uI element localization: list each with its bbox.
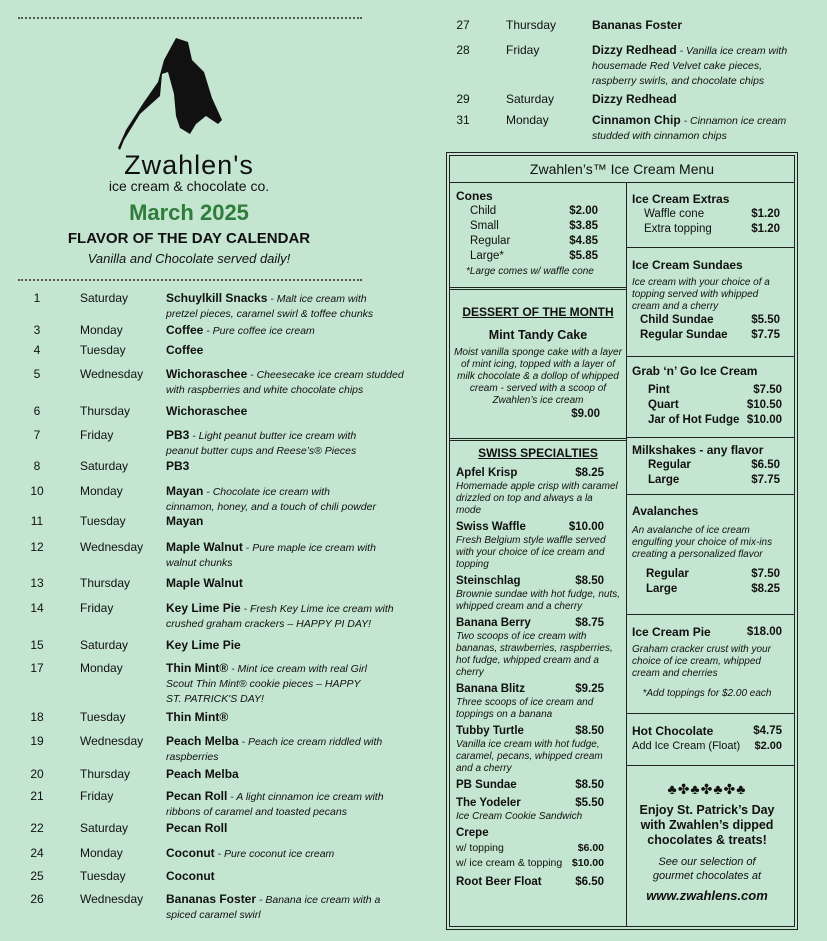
day-flavor: Key Lime Pie: [166, 601, 241, 615]
day-desc: - Peach ice cream riddled with: [238, 736, 383, 748]
day-date: 21: [30, 789, 44, 803]
day-weekday: Wednesday: [80, 734, 144, 748]
dessert-title: DESSERT OF THE MONTH: [462, 305, 614, 319]
item-name: Small: [470, 220, 499, 232]
item-name: Root Beer Float: [456, 876, 542, 888]
sundaes-section: [632, 258, 780, 343]
swiss-item: [456, 616, 620, 679]
day-flavor: Wichoraschee: [166, 404, 248, 418]
day-desc: - Chocolate ice cream with: [203, 486, 330, 498]
day-flavor: Dizzy Redhead: [592, 92, 677, 106]
day-desc: - Malt ice cream with: [267, 293, 367, 305]
item-name: Banana Blitz: [456, 683, 526, 695]
item-desc: Fresh Belgium style waffle served with your choice of ice cream and topping: [456, 535, 606, 570]
day-flavor: Thin Mint®: [166, 661, 229, 675]
day-date: 15: [30, 638, 44, 652]
item-price: $2.00: [569, 205, 598, 217]
hot-chocolate-section: [632, 724, 782, 754]
day-desc: - Pure maple ice cream with: [242, 542, 376, 554]
item-name: Quart: [648, 399, 679, 411]
swiss-item: [456, 778, 620, 793]
item-price: $10.00: [746, 414, 782, 426]
day-weekday: Monday: [80, 323, 123, 337]
item-price: $3.85: [569, 220, 598, 232]
divider: [626, 247, 794, 248]
avalanches-section: [632, 504, 780, 597]
item-name: Pint: [648, 384, 670, 396]
cones-title: Cones: [456, 189, 493, 203]
day-weekday: Tuesday: [80, 869, 126, 883]
day-date: 17: [30, 661, 44, 675]
day-date: 22: [30, 821, 44, 835]
day-date: 25: [30, 869, 44, 883]
day-desc: - Pure coconut ice cream: [214, 848, 335, 860]
item-price: $8.25: [575, 467, 604, 479]
day-date: 6: [33, 404, 41, 418]
item-name: Regular: [646, 568, 689, 580]
day-date: 14: [30, 601, 44, 615]
avalanches-item: [646, 567, 780, 582]
divider-top: [18, 17, 362, 19]
day-desc-line2: walnut chunks: [166, 557, 233, 569]
day-weekday: Wednesday: [80, 892, 144, 906]
item-price: $5.50: [751, 314, 780, 326]
item-name: Large: [646, 583, 678, 595]
divider: [626, 765, 794, 766]
avalanches-desc: An avalanche of ice cream engulfing your choice of mix-ins creating a personalized flavor: [632, 525, 773, 560]
item-name: Tubby Turtle: [456, 725, 524, 737]
calendar-title: FLAVOR OF THE DAY CALENDAR: [67, 230, 311, 247]
day-weekday: Friday: [80, 601, 114, 615]
day-flavor: Maple Walnut: [166, 540, 243, 554]
item-price: $7.50: [751, 568, 780, 580]
dessert-price: $9.00: [571, 408, 600, 420]
day-weekday: Tuesday: [80, 343, 126, 357]
day-desc-line2: Scout Thin Mint® cookie pieces – HAPPY: [166, 678, 361, 690]
day-date: 10: [30, 484, 44, 498]
day-flavor: Peach Melba: [166, 734, 239, 748]
grab-title: Grab ‘n’ Go Ice Cream: [632, 364, 758, 378]
grab-item: [648, 383, 782, 398]
cones-section: [456, 189, 606, 278]
day-weekday: Monday: [506, 113, 549, 127]
day-flavor: Peach Melba: [166, 767, 239, 781]
shakes-title: Milkshakes - any flavor: [632, 443, 764, 457]
day-flavor: Coffee: [166, 343, 204, 357]
day-weekday: Saturday: [80, 291, 129, 305]
crepe-option: w/ ice cream & topping: [456, 857, 563, 869]
day-date: 5: [33, 367, 41, 381]
swiss-item: [456, 520, 620, 571]
cones-item: [470, 249, 606, 264]
day-date: 3: [33, 323, 41, 337]
pie-note: *Add toppings for $2.00 each: [642, 688, 772, 699]
day-date: 29: [456, 92, 470, 106]
day-date: 11: [30, 514, 44, 528]
ice-cream-menu: [446, 152, 798, 930]
crepe-option: w/ topping: [456, 842, 504, 854]
swiss-item: [456, 574, 620, 613]
item-price: $6.50: [575, 876, 604, 888]
calendar-month: March 2025: [129, 200, 249, 225]
pie-title: Ice Cream Pie: [632, 625, 711, 639]
day-date: 27: [456, 18, 470, 32]
item-price: $7.75: [751, 329, 780, 341]
day-desc-line2: crushed graham crackers – HAPPY PI DAY!: [166, 618, 372, 630]
item-price: $7.50: [753, 384, 782, 396]
menu-column-divider: [626, 182, 627, 926]
divider: [626, 494, 794, 495]
item-price: $8.75: [575, 617, 604, 629]
day-flavor: Pecan Roll: [166, 789, 228, 803]
item-price: $8.25: [751, 583, 780, 595]
divider: [450, 287, 626, 290]
item-price: $4.85: [569, 235, 598, 247]
day-date: 13: [30, 576, 44, 590]
item-name: Regular Sundae: [640, 329, 728, 341]
item-name: Regular: [470, 235, 511, 247]
day-flavor: Wichoraschee: [166, 367, 248, 381]
item-name: Banana Berry: [456, 617, 531, 629]
day-weekday: Friday: [506, 43, 540, 57]
item-price: $1.20: [751, 208, 780, 220]
avalanches-item: [646, 582, 780, 597]
sundaes-item: [640, 313, 780, 328]
day-desc: - Cinnamon ice cream: [680, 115, 787, 127]
swiss-item: [456, 796, 620, 823]
item-desc: Ice Cream Cookie Sandwich: [456, 811, 583, 822]
item-name: Large: [648, 474, 680, 486]
hot-chocolate-price: $4.75: [753, 725, 782, 737]
day-desc: - Banana ice cream with a: [256, 894, 381, 906]
day-desc-line2: peanut butter cups and Reese’s® Pieces: [166, 445, 357, 457]
grab-item: [648, 398, 782, 413]
day-desc: - Cheesecake ice cream studded: [247, 369, 404, 381]
day-weekday: Thursday: [80, 576, 131, 590]
day-desc-line2: ribbons of caramel and toasted pecans: [166, 806, 347, 818]
day-date: 12: [30, 540, 44, 554]
website-link[interactable]: www.zwahlens.com: [646, 888, 768, 903]
divider: [626, 356, 794, 357]
shakes-item: [648, 473, 780, 488]
day-date: 20: [30, 767, 44, 781]
day-weekday: Monday: [80, 846, 123, 860]
sundaes-desc: Ice cream with your choice of a topping served with whipped cream and a cherry: [632, 277, 770, 312]
extras-item: [644, 207, 780, 222]
item-name: Swiss Waffle: [456, 521, 526, 533]
day-desc-line2: pretzel pieces, caramel swirl & toffee chunks: [166, 308, 374, 320]
day-weekday: Saturday: [80, 459, 129, 473]
grab-section: [632, 364, 782, 428]
item-desc: Homemade apple crisp with caramel drizzled on top and always a la mode: [456, 481, 618, 516]
day-flavor: Mayan: [166, 484, 204, 498]
brand-name: Zwahlen's: [124, 150, 254, 180]
dessert-name: Mint Tandy Cake: [488, 328, 588, 342]
swiss-item: [456, 466, 620, 517]
day-date: 7: [33, 428, 41, 442]
item-price: $7.75: [751, 474, 780, 486]
swiss-section: [456, 446, 620, 890]
item-name: Waffle cone: [644, 208, 705, 220]
mountain-logo-icon: [118, 38, 222, 154]
item-desc: Brownie sundae with hot fudge, nuts, whipped cream and a cherry: [456, 589, 620, 612]
day-weekday: Monday: [80, 484, 123, 498]
divider-mid: [18, 279, 362, 281]
dessert-desc: Moist vanilla sponge cake with a layer of mint icing, topped with a layer of milk chocolate & a dollop of whipped cream - served with a scoop of Zwahlen’s ice cream: [454, 347, 622, 406]
day-flavor: Coconut: [166, 869, 215, 883]
day-desc: - Pure coffee ice cream: [203, 325, 315, 337]
item-desc: Vanilla ice cream with hot fudge, caramel, pecans, whipped cream and a cherry: [456, 739, 603, 774]
crepe-price: $6.00: [577, 842, 604, 854]
item-name: PB Sundae: [456, 779, 517, 791]
item-name: Child Sundae: [640, 314, 714, 326]
day-desc-line2: raspberries: [166, 751, 219, 763]
day-date: 18: [30, 710, 44, 724]
promo-line2: gourmet chocolates at: [652, 870, 762, 882]
item-price: $1.20: [751, 223, 780, 235]
day-desc-line2: cinnamon, honey, and a touch of chili powder: [166, 501, 376, 513]
day-flavor: Cinnamon Chip: [592, 113, 681, 127]
dessert-section: [454, 305, 622, 422]
day-weekday: Thursday: [80, 767, 131, 781]
item-name: Child: [470, 205, 497, 217]
day-flavor: Mayan: [166, 514, 204, 528]
item-price: $8.50: [575, 779, 604, 791]
day-desc: - Fresh Key Lime ice cream with: [240, 603, 394, 615]
day-desc-line3: raspberry swirls, and chocolate chips: [592, 75, 765, 87]
pie-price: $18.00: [746, 626, 782, 638]
day-desc-line3: ST. PATRICK'S DAY!: [166, 693, 264, 705]
day-weekday: Wednesday: [80, 367, 144, 381]
swiss-item: [456, 682, 620, 721]
item-name: The Yodeler: [456, 797, 521, 809]
day-weekday: Thursday: [506, 18, 557, 32]
divider: [626, 713, 794, 714]
item-price: $9.25: [575, 683, 604, 695]
item-price: $10.50: [746, 399, 782, 411]
day-date: 1: [33, 291, 41, 305]
day-weekday: Friday: [80, 789, 114, 803]
day-desc: - A light cinnamon ice cream with: [227, 791, 384, 803]
day-date: 24: [30, 846, 44, 860]
hot-chocolate-title: Hot Chocolate: [632, 724, 714, 738]
extras-item: [644, 222, 780, 237]
day-date: 31: [456, 113, 470, 127]
crepe-item: [456, 826, 620, 871]
brand-subtitle: ice cream & chocolate co.: [108, 178, 270, 194]
day-flavor: Maple Walnut: [166, 576, 243, 590]
menu-title: Zwahlen’s™ Ice Cream Menu: [450, 156, 794, 183]
item-price: $8.50: [575, 575, 604, 587]
divider: [450, 438, 626, 441]
cones-item: [470, 234, 606, 249]
item-price: $6.50: [751, 459, 780, 471]
clover-icon: ♣✤♣✤♣✤♣: [667, 781, 747, 797]
avalanches-title: Avalanches: [632, 504, 699, 518]
day-date: 26: [30, 892, 44, 906]
divider: [626, 437, 794, 438]
item-name: Regular: [648, 459, 691, 471]
swiss-item: [456, 724, 620, 775]
item-name: Steinschlag: [456, 575, 521, 587]
day-weekday: Saturday: [80, 821, 129, 835]
day-desc-line2: studded with cinnamon chips: [592, 130, 727, 142]
day-weekday: Monday: [80, 661, 123, 675]
day-flavor: Bananas Foster: [166, 892, 257, 906]
cones-note: *Large comes w/ waffle cone: [466, 266, 594, 277]
crepe-price: $10.00: [571, 857, 604, 869]
crepe-name: Crepe: [456, 827, 489, 839]
promo-section: [632, 782, 782, 903]
day-flavor: Coffee: [166, 323, 204, 337]
pie-section: [632, 625, 782, 700]
day-date: 4: [33, 343, 41, 357]
hot-chocolate-addon: Add Ice Cream (Float): [632, 740, 741, 752]
day-flavor: Key Lime Pie: [166, 638, 241, 652]
item-price: $8.50: [575, 725, 604, 737]
day-flavor: Schuylkill Snacks: [166, 291, 268, 305]
item-price: $5.85: [569, 250, 598, 262]
sundaes-title: Ice Cream Sundaes: [632, 258, 743, 272]
day-flavor: Dizzy Redhead: [592, 43, 677, 57]
shakes-item: [648, 458, 780, 473]
item-desc: Two scoops of ice cream with bananas, strawberries, raspberries, hot fudge, whipped cream and a cherry: [456, 631, 613, 678]
day-date: 19: [30, 734, 44, 748]
item-name: Extra topping: [644, 223, 712, 235]
day-flavor: Thin Mint®: [166, 710, 229, 724]
grab-item: [648, 413, 782, 428]
day-desc: - Mint ice cream with real Girl: [228, 663, 368, 675]
day-desc-line2: with raspberries and white chocolate chips: [166, 384, 364, 396]
day-flavor: Bananas Foster: [592, 18, 683, 32]
day-desc: - Vanilla ice cream with: [676, 45, 788, 57]
day-weekday: Saturday: [80, 638, 129, 652]
item-price: $5.50: [575, 797, 604, 809]
day-weekday: Friday: [80, 428, 114, 442]
day-desc: - Light peanut butter ice cream with: [189, 430, 357, 442]
day-flavor: Pecan Roll: [166, 821, 228, 835]
cones-item: [470, 204, 606, 219]
promo-line1: See our selection of: [658, 856, 756, 868]
day-desc-line2: spiced caramel swirl: [166, 909, 261, 921]
item-desc: Three scoops of ice cream and toppings on a banana: [456, 697, 594, 720]
hot-chocolate-addon-price: $2.00: [754, 740, 782, 752]
swiss-title: SWISS SPECIALTIES: [478, 446, 598, 460]
day-desc-line2: housemade Red Velvet cake pieces,: [592, 60, 763, 72]
extras-title: Ice Cream Extras: [632, 192, 730, 206]
day-flavor: PB3: [166, 428, 190, 442]
sundaes-item: [640, 328, 780, 343]
day-weekday: Saturday: [506, 92, 555, 106]
calendar-subtitle: Vanilla and Chocolate served daily!: [87, 251, 291, 266]
shakes-section: [632, 443, 780, 488]
cones-item: [470, 219, 606, 234]
divider: [626, 614, 794, 615]
item-name: Large*: [470, 250, 504, 262]
item-name: Jar of Hot Fudge: [648, 414, 740, 426]
day-date: 28: [456, 43, 470, 57]
promo-headline: Enjoy St. Patrick’s Day with Zwahlen’s dipped chocolates & treats!: [639, 803, 775, 847]
day-date: 8: [33, 459, 41, 473]
day-weekday: Tuesday: [80, 710, 126, 724]
day-weekday: Tuesday: [80, 514, 126, 528]
day-flavor: PB3: [166, 459, 190, 473]
root-beer-float-item: [456, 875, 620, 890]
extras-section: [632, 192, 780, 237]
item-name: Apfel Krisp: [456, 467, 518, 479]
pie-desc: Graham cracker crust with your choice of ice cream, whipped cream and cherries: [632, 644, 771, 679]
day-weekday: Thursday: [80, 404, 131, 418]
item-price: $10.00: [568, 521, 604, 533]
day-flavor: Coconut: [166, 846, 215, 860]
day-weekday: Wednesday: [80, 540, 144, 554]
